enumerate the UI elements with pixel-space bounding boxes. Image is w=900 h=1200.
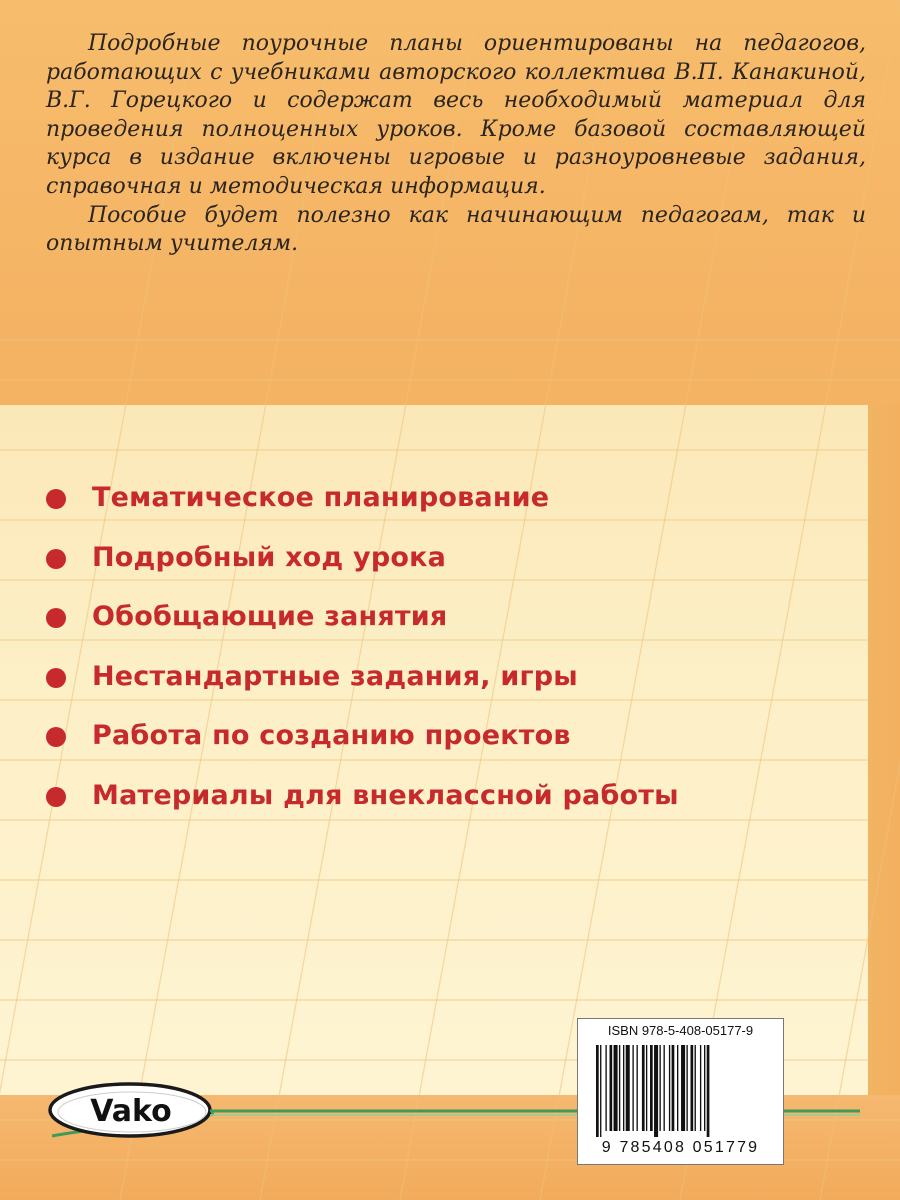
feature-label: Работа по созданию проектов (92, 720, 571, 751)
feature-label: Материалы для внеклассной работы (92, 779, 679, 811)
feature-label: Подробный ход урока (92, 541, 447, 573)
feature-item (46, 776, 866, 836)
bullet-icon (46, 549, 66, 569)
feature-label: Нестандартные задания, игры (92, 660, 578, 692)
bullet-icon (46, 727, 66, 747)
isbn-label: ISBN 978-5-408-05177-9 (607, 1023, 754, 1038)
intro-paragraph-1: Подробные поурочные планы ориентированы на педагогов, работающих с учебниками авторского коллектива В.П. Канакиной, В.Г. Горецкого и содержат весь необходимый материал для проведения полноценных уроков. Кроме базовой составляющей курса в издание включены игровые и разноуровневые задания, справочная и методическая информация. (46, 31, 866, 199)
publisher-logo (46, 1076, 216, 1148)
logo-text: Vako (90, 1094, 172, 1129)
feature-item (46, 478, 866, 538)
bullet-icon (46, 489, 66, 509)
bullet-icon (46, 608, 66, 628)
bullet-icon (46, 787, 66, 807)
intro-paragraph-2: Пособие будет полезно как начинающим педагогам, так и опытным учителям. (46, 202, 866, 257)
intro-text (46, 30, 866, 259)
barcode-digits: 9 785408 051779 (601, 1139, 760, 1156)
feature-list (46, 478, 866, 835)
feature-label: Обобщающие занятия (92, 601, 448, 632)
feature-item (46, 538, 866, 598)
feature-item (46, 657, 866, 717)
barcode (577, 1018, 784, 1165)
feature-label: Тематическое планирование (92, 482, 550, 513)
barcode-bars-icon (596, 1045, 766, 1137)
feature-item (46, 716, 866, 776)
feature-item (46, 597, 866, 657)
bullet-icon (46, 668, 66, 688)
